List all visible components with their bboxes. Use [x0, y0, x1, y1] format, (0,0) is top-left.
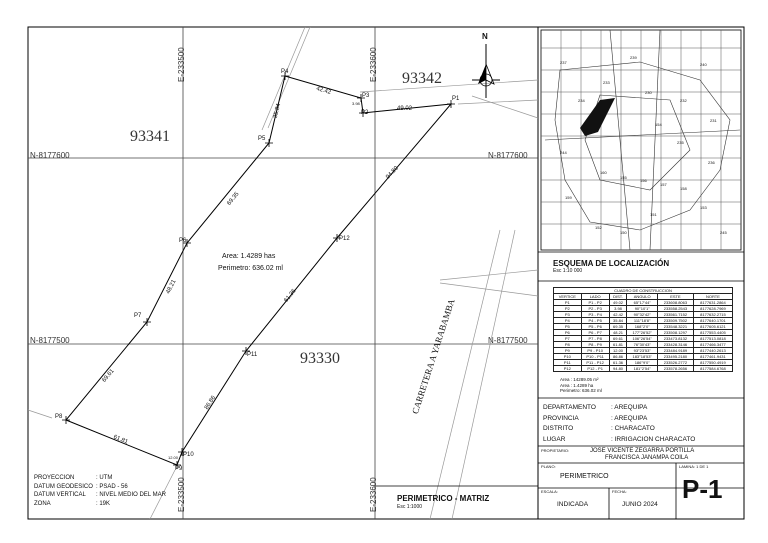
owner-line-2: FRANCISCA JANAMPA COILA	[605, 455, 689, 461]
table-cell: P9 - P10	[581, 348, 609, 354]
table-cell: P11 - P12	[581, 360, 609, 366]
table-cell: 8177631.2864	[693, 300, 732, 306]
lot-number-left: 93341	[130, 128, 170, 145]
grid-label-n-top-right: N-8177600	[488, 151, 528, 160]
table-cell: 8177584.6768	[693, 366, 732, 372]
map-block-label: 235	[677, 140, 684, 145]
segment-label-p7-p8: 69.61	[101, 368, 116, 384]
grid-label-e-right-top: E-233600	[369, 47, 378, 82]
table-cell: 233526.2772	[657, 360, 693, 366]
segment-label-p6-p7: 48.21	[165, 278, 178, 296]
table-cell: 61.36	[609, 360, 627, 366]
table-header-cell: NORTE	[693, 294, 732, 300]
table-cell: 8177628.7969	[693, 306, 732, 312]
table-cell: 233548.3221	[657, 324, 693, 330]
map-block-label: 230	[645, 90, 652, 95]
map-block-label: 237	[560, 60, 567, 65]
table-cell: P6	[554, 330, 582, 336]
table-cell: P4	[554, 318, 582, 324]
map-block-label: 155	[620, 175, 627, 180]
map-block-label: 160	[600, 170, 607, 175]
table-cell: 69.61	[609, 336, 627, 342]
area-note-m2: Area : 14289.05 m²	[560, 377, 599, 382]
map-block-label: 234	[578, 98, 585, 103]
table-cell: 186°9'0"	[627, 360, 658, 366]
table-cell: 65°17'44"	[627, 300, 658, 306]
vertex-label-p3: P3	[362, 93, 370, 99]
table-cell: P11	[554, 360, 582, 366]
vertex-label-p11: P11	[247, 352, 258, 358]
vertex-label-p4: P4	[281, 69, 289, 75]
map-block-label: 152	[595, 225, 602, 230]
scale-label: ESCALA:	[541, 489, 558, 494]
map-block-label: 156	[640, 178, 647, 183]
table-cell: 106°26'54"	[627, 336, 658, 342]
table-cell: 177°26'52"	[627, 330, 658, 336]
segment-label-p3-p4: 42.42	[315, 86, 332, 96]
area-note-perimeter: Perimetro: 636.02 ml	[560, 388, 602, 393]
table-cell: 8177466.3477	[693, 342, 732, 348]
datum-block	[34, 474, 166, 508]
table-cell: P3	[554, 312, 582, 318]
segment-label-p2-p3: 3.98	[352, 101, 360, 106]
table-header-cell: LADO	[581, 294, 609, 300]
table-cell: P1 - P2	[581, 300, 609, 306]
table-cell: 42.42	[609, 312, 627, 318]
table-cell: P7 - P8	[581, 336, 609, 342]
vertex-label-p6: P6	[179, 238, 187, 244]
area-note-ha: Area : 1.4289 ha	[560, 382, 594, 388]
table-cell: 49.02	[609, 300, 627, 306]
grid-label-n-top-left: N-8177600	[30, 151, 70, 160]
segment-label-p12-p1: 94.80	[385, 165, 400, 181]
plan-value: PERIMETRICO	[560, 473, 609, 480]
vertex-label-p8: P8	[55, 414, 63, 420]
table-cell: 233578.2656	[657, 366, 693, 372]
map-block-label: 236	[708, 160, 715, 165]
table-cell: P8	[554, 342, 582, 348]
table-cell: 233558.2543	[657, 306, 693, 312]
segment-label-p11-p12: 61.36	[283, 288, 298, 304]
owner-line-1: JOSE VICENTE ZEGARRA PORTILLA	[590, 448, 695, 454]
location-map	[541, 30, 741, 250]
map-block-label: 232	[680, 98, 687, 103]
admin-row-province: PROVINCIA : AREQUIPA	[543, 414, 648, 422]
segment-label-p9-p10: 12.00	[168, 455, 179, 460]
grid-label-e-left-bottom: E-233500	[177, 477, 186, 512]
table-cell: P10	[554, 354, 582, 360]
segment-label-p5-p6: 69.35	[226, 191, 241, 207]
area-label: Area: 1.4289 has	[222, 253, 276, 260]
table-cell: 93°23'53"	[627, 348, 658, 354]
table-cell: P12	[554, 366, 582, 372]
admin-block	[543, 403, 695, 445]
table-title: CUADRO DE CONSTRUCCION	[554, 288, 733, 294]
background-boundaries	[28, 27, 538, 519]
plan-title: PERIMETRICO - MATRIZ	[397, 494, 490, 503]
location-scale: Esc 1:10 000	[553, 268, 583, 274]
table-cell: 233508.1297	[657, 330, 693, 336]
table-cell: P6 - P7	[581, 330, 609, 336]
coordinate-grid	[28, 27, 538, 519]
table-cell: P10 - P11	[581, 354, 609, 360]
table-cell: 233509.7502	[657, 318, 693, 324]
datum-row-3: DATUM VERTICAL : NIVEL MEDIO DEL MAR	[34, 492, 166, 498]
table-cell: 12.00	[609, 348, 627, 354]
table-cell: 35.84	[609, 318, 627, 324]
construction-table	[553, 287, 733, 372]
scale-value: INDICADA	[557, 501, 589, 508]
table-cell: P4 - P5	[581, 318, 609, 324]
table-cell: 181°2'54"	[627, 366, 658, 372]
table-cell: 8177605.6121	[693, 324, 732, 330]
table-cell: P9	[554, 348, 582, 354]
map-block-label: 150	[620, 230, 627, 235]
table-cell: P12 - P1	[581, 366, 609, 372]
table-cell: 233428.3146	[657, 342, 693, 348]
table-cell: 233608.8063	[657, 300, 693, 306]
table-cell: 69.35	[609, 324, 627, 330]
table-cell: 233484.9189	[657, 348, 693, 354]
datum-row-2: DATUM GEODESICO : PSAD - 56	[34, 483, 128, 490]
table-header-cell: ESTE	[657, 294, 693, 300]
segment-label-p10-p11: 86.86	[203, 395, 218, 411]
location-title: ESQUEMA DE LOCALIZACIÓN	[553, 259, 670, 268]
north-label: N	[482, 32, 488, 41]
table-cell: 183°18'53"	[627, 354, 658, 360]
north-arrow-icon	[472, 44, 500, 98]
grid-label-n-bottom-left: N-8177500	[30, 336, 70, 345]
vertex-label-p7: P7	[134, 313, 142, 319]
map-block-label: 157	[660, 182, 667, 187]
date-value: JUNIO 2024	[622, 501, 658, 508]
table-cell: 8177513.0818	[693, 336, 732, 342]
map-block-label: 158	[680, 186, 687, 191]
grid-label-e-right-bottom: E-233600	[369, 477, 378, 512]
table-cell: 76°30'43"	[627, 342, 658, 348]
table-cell: P2	[554, 306, 582, 312]
admin-row-district: DISTRITO : CHARACATO	[543, 425, 655, 432]
lot-number-bottom: 93330	[300, 350, 340, 367]
admin-row-place: LUGAR : IRRIGACION CHARACATO	[543, 435, 696, 443]
sheet-label: LAMINA: 1 DE 1	[679, 464, 709, 469]
vertex-label-p12: P12	[339, 236, 350, 242]
table-header-cell: DIST.	[609, 294, 627, 300]
plan-label: PLANO:	[541, 464, 556, 469]
admin-row-department: DEPARTAMENTO : AREQUIPA	[543, 404, 648, 411]
table-cell: 90°10'1"	[627, 306, 658, 312]
road-label: CARRETERA A YARABAMBA	[410, 297, 457, 416]
map-block-label: 239	[630, 55, 637, 60]
vertex-label-p10: P10	[183, 452, 194, 458]
datum-row-4: ZONA : 19K	[34, 500, 111, 507]
table-cell: 3.98	[609, 306, 627, 312]
vertex-label-p9: P9	[175, 466, 183, 472]
plan-scale: Esc 1:1000	[397, 504, 423, 510]
segment-label-p8-p9: 61.81	[112, 434, 129, 446]
table-cell: P2 - P3	[581, 306, 609, 312]
table-cell: 168°2'0"	[627, 324, 658, 330]
map-block-label: 154	[655, 122, 662, 127]
map-block-label: 233	[603, 80, 610, 85]
segment-label-p1-p2: 49.02	[397, 106, 413, 112]
table-cell: 94.80	[609, 366, 627, 372]
date-label: FECHA:	[612, 489, 627, 494]
owner-label: PROPIETARIO:	[541, 448, 570, 453]
table-cell: 8177632.2715	[693, 312, 732, 318]
table-cell: P5	[554, 324, 582, 330]
table-cell: 86.86	[609, 354, 627, 360]
map-block-label: 151	[650, 212, 657, 217]
vertex-label-p2: P2	[361, 110, 369, 116]
vertex-label-p1: P1	[452, 96, 460, 102]
table-cell: 111°18'8"	[627, 318, 658, 324]
table-cell: 8177553.4405	[693, 330, 732, 336]
table-cell: P8 - P9	[581, 342, 609, 348]
map-block-label: 244	[560, 150, 567, 155]
segment-label-p4-p5: 35.84	[272, 102, 283, 120]
table-header-cell: ANGULO	[627, 294, 658, 300]
table-cell: 233495.2180	[657, 354, 693, 360]
perimeter-label: Perimetro: 636.02 ml	[218, 265, 283, 272]
table-row	[554, 366, 733, 372]
table-cell: 8177550.4919	[693, 360, 732, 366]
map-block-label: 240	[700, 62, 707, 67]
table-cell: 8177640.1701	[693, 318, 732, 324]
table-cell: P5 - P6	[581, 324, 609, 330]
map-block-label: 153	[700, 205, 707, 210]
map-block-label: 159	[565, 195, 572, 200]
table-cell: 8177440.2613	[693, 348, 732, 354]
table-header-cell: VERTICE	[554, 294, 582, 300]
table-cell: P3 - P4	[581, 312, 609, 318]
lot-number-top: 93342	[402, 70, 442, 87]
table-cell: 233473.8132	[657, 336, 693, 342]
table-cell: 61.81	[609, 342, 627, 348]
map-block-label: 245	[720, 230, 727, 235]
datum-row-1: PROYECCION : UTM	[34, 475, 113, 481]
grid-label-e-left-top: E-233500	[177, 47, 186, 82]
table-cell: 90°32'42"	[627, 312, 658, 318]
map-block-label: 231	[710, 118, 717, 123]
table-cell: 48.21	[609, 330, 627, 336]
vertex-label-p5: P5	[258, 136, 266, 142]
table-cell: 233561.7152	[657, 312, 693, 318]
table-cell: 8177461.9431	[693, 354, 732, 360]
table-cell: P7	[554, 336, 582, 342]
table-cell: P1	[554, 300, 582, 306]
area-notes	[560, 377, 602, 394]
grid-label-n-bottom-right: N-8177500	[488, 336, 528, 345]
sheet-number: P-1	[682, 474, 723, 504]
